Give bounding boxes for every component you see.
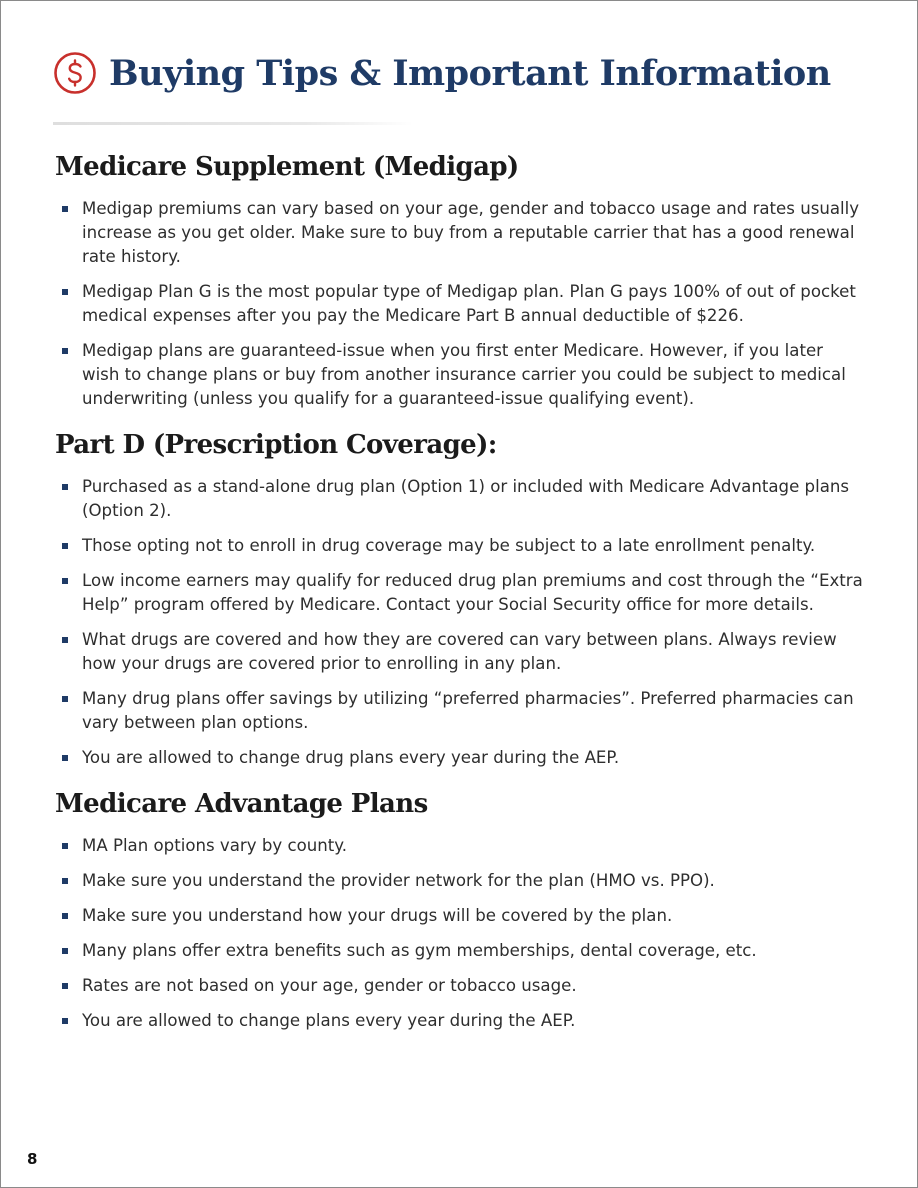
list-item <box>55 974 865 998</box>
list-item-text: Medigap premiums can vary based on your age, gender and tobacco usage and rates usually increase as you get older. Make sure to buy from a reputable carrier that has a good renewal rate history. <box>82 199 860 266</box>
list-item-text: Purchased as a stand-alone drug plan (Option 1) or included with Medicare Advantage plans (Option 2). <box>82 477 850 520</box>
square-bullet-icon <box>62 948 68 954</box>
list-item-text: Low income earners may qualify for reduced drug plan premiums and cost through the “Extra Help” program offered by Medicare. Contact your Social Security office for more details. <box>82 571 863 614</box>
section-heading: Medicare Supplement (Medigap) <box>55 152 519 182</box>
list-item <box>55 746 865 770</box>
page-title: Buying Tips & Important Information <box>109 52 831 94</box>
section-medigap <box>55 147 865 411</box>
square-bullet-icon <box>62 913 68 919</box>
section-heading: Part D (Prescription Coverage): <box>55 430 497 460</box>
square-bullet-icon <box>62 843 68 849</box>
bullet-list <box>55 197 865 411</box>
list-item <box>55 904 865 928</box>
square-bullet-icon <box>62 696 68 702</box>
list-item-text: Many drug plans offer savings by utilizing “preferred pharmacies”. Preferred pharmacies can vary between plan options. <box>82 689 854 732</box>
list-item <box>55 569 865 617</box>
list-item-text: Make sure you understand how your drugs will be covered by the plan. <box>82 906 673 925</box>
square-bullet-icon <box>62 289 68 295</box>
list-item <box>55 475 865 523</box>
section-part-d <box>55 425 865 770</box>
list-item <box>55 687 865 735</box>
list-item-text: Make sure you understand the provider network for the plan (HMO vs. PPO). <box>82 871 715 890</box>
square-bullet-icon <box>62 348 68 354</box>
list-item-text: Those opting not to enroll in drug coverage may be subject to a late enrollment penalty. <box>82 536 816 555</box>
list-item <box>55 339 865 411</box>
list-item-text: MA Plan options vary by county. <box>82 836 347 855</box>
list-item-text: What drugs are covered and how they are covered can vary between plans. Always review how your drugs are covered prior to enrolling in any plan. <box>82 630 837 673</box>
content <box>55 147 865 1044</box>
square-bullet-icon <box>62 484 68 490</box>
square-bullet-icon <box>62 983 68 989</box>
title-divider <box>53 122 413 125</box>
list-item <box>55 628 865 676</box>
square-bullet-icon <box>62 755 68 761</box>
list-item <box>55 280 865 328</box>
list-item-text: Rates are not based on your age, gender or tobacco usage. <box>82 976 577 995</box>
list-item-text: Medigap plans are guaranteed-issue when you first enter Medicare. However, if you later wish to change plans or buy from another insurance carrier you could be subject to medical underwriting (unless you qualify for a guaranteed-issue qualifying event). <box>82 341 846 408</box>
list-item-text: You are allowed to change plans every year during the AEP. <box>82 1011 576 1030</box>
section-medicare-advantage <box>55 784 865 1033</box>
square-bullet-icon <box>62 878 68 884</box>
square-bullet-icon <box>62 637 68 643</box>
square-bullet-icon <box>62 543 68 549</box>
square-bullet-icon <box>62 206 68 212</box>
list-item <box>55 197 865 269</box>
list-item-text: You are allowed to change drug plans every year during the AEP. <box>82 748 620 767</box>
section-heading: Medicare Advantage Plans <box>55 789 428 819</box>
square-bullet-icon <box>62 578 68 584</box>
page-number: 8 <box>27 1150 38 1168</box>
list-item <box>55 939 865 963</box>
bullet-list <box>55 834 865 1033</box>
bullet-list <box>55 475 865 770</box>
dollar-circle-icon <box>53 51 97 95</box>
list-item-text: Many plans offer extra benefits such as gym memberships, dental coverage, etc. <box>82 941 757 960</box>
page-header <box>53 51 831 95</box>
document-page <box>1 1 917 1187</box>
square-bullet-icon <box>62 1018 68 1024</box>
list-item <box>55 869 865 893</box>
list-item-text: Medigap Plan G is the most popular type of Medigap plan. Plan G pays 100% of out of pocket medical expenses after you pay the Medicare Part B annual deductible of $226. <box>82 282 856 325</box>
list-item <box>55 534 865 558</box>
list-item <box>55 834 865 858</box>
list-item <box>55 1009 865 1033</box>
